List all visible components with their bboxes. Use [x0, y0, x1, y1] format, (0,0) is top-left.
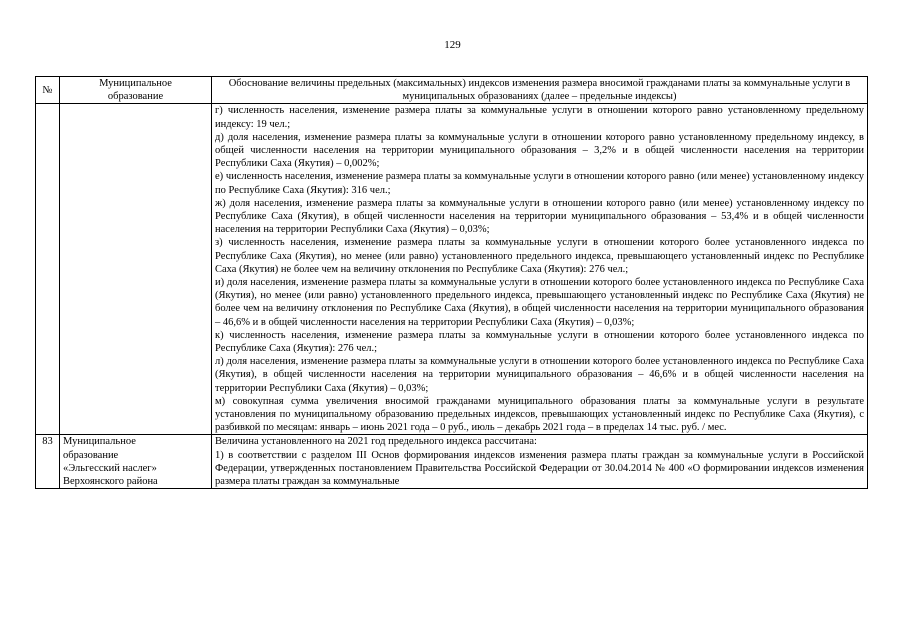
indices-table — [35, 76, 868, 489]
municipality-line: «Эльгесский наслег» — [63, 462, 157, 474]
paragraph: ж) доля населения, изменение размера платы за коммунальные услуги в отношении которого равно (или менее) установленному индексу по Республике Саха (Якутия), в общей численности населения на территории муниципального образования – 53,4% и в общей численности населения на территории Республики Саха (Якутия) – 0,03%; — [215, 197, 864, 236]
page-number: 129 — [444, 39, 461, 51]
header-municipality-line: Муниципальное — [99, 78, 172, 89]
row-municipality — [60, 104, 212, 435]
municipality-line: Верхоянского района — [63, 476, 158, 488]
row-municipality — [60, 435, 212, 489]
header-municipality — [60, 77, 212, 104]
row-number — [36, 104, 60, 435]
municipality-line: образование — [63, 449, 119, 461]
row-number: 83 — [36, 435, 60, 489]
paragraph: м) совокупная сумма увеличения вносимой гражданами муниципального образования платы за коммунальные услуги в результате установления по муниципальному образованию предельных индексов, превышающих установленный индекс по Республике Саха (Якутия), с разбивкой по месяцам: январь – июнь 2021 года – 0 руб., июль – декабрь 2021 года – в пределах 14 тыс. руб. / мес. — [215, 395, 864, 434]
header-justification: Обоснование величины предельных (максимальных) индексов изменения размера вносимой гражданами платы за коммунальные услуги в муниципальных образованиях (далее – предельные индексы) — [212, 77, 868, 104]
header-municipality-line: образование — [107, 91, 164, 103]
header-number: № — [36, 77, 60, 104]
paragraph: л) доля населения, изменение размера платы за коммунальные услуги в отношении которого более установленного индекса по Республике Саха (Якутия), в общей численности населения на территории муниципального образования – 46,6% и в общей численности населения на территории Республики Саха (Якутия) – 0,03%; — [215, 356, 864, 394]
table-header-row — [36, 77, 868, 104]
paragraph: д) доля населения, изменение размера платы за коммунальные услуги в отношении которого равно установленному предельному индексу, в общей численности населения на территории муниципального образования – 3,2% и в общей численности населения на территории Республики Саха (Якутия) – 0,002%; — [215, 131, 864, 170]
paragraph: 1) в соответствии с разделом III Основ формирования индексов изменения размера платы граждан за коммунальные услуги в Российской Федерации, утвержденных постановлением Правительства Российской Федерации от 30.04.2014 № 400 «О формировании индексов изменения размера платы граждан за коммунальные — [215, 449, 864, 488]
paragraph: е) численность населения, изменение размера платы за коммунальные услуги в отношении которого равно (или менее) установленному индексу по Республике Саха (Якутия): 316 чел.; — [215, 171, 864, 196]
table-row — [36, 104, 868, 435]
table-row — [36, 435, 868, 489]
paragraph: и) доля населения, изменение размера платы за коммунальные услуги в отношении которого более установленного индекса по Республике Саха (Якутия), но менее (или равно) установленного предельного индекса, превышающего установленный индекс по Республике Саха (Якутия) не более чем на величину отклонения по Республике Саха (Якутия), в общей численности населения на территории муниципального образования – 46,6% и в общей численности населения на территории Республики Саха (Якутия) – 0,03%; — [215, 277, 864, 328]
row-justification — [212, 104, 868, 435]
paragraph: з) численность населения, изменение размера платы за коммунальные услуги в отношении которого более установленного индекса по Республике Саха (Якутия), но менее (или равно) установленного предельного индекса, превышающего установленный индекс по Республике Саха (Якутия) не более чем на величину отклонения по Республике Саха (Якутия): 276 чел.; — [215, 237, 864, 275]
paragraph: к) численность населения, изменение размера платы за коммунальные услуги в отношении которого более установленного индекса по Республике Саха (Якутия): 276 чел.; — [215, 329, 864, 355]
row-justification — [212, 435, 868, 489]
paragraph: г) численность населения, изменение размера платы за коммунальные услуги в отношении которого равно установленному предельному индексу: 19 чел.; — [215, 105, 864, 130]
municipality-line: Муниципальное — [63, 436, 136, 448]
paragraph: Величина установленного на 2021 год предельного индекса рассчитана: — [215, 436, 537, 448]
